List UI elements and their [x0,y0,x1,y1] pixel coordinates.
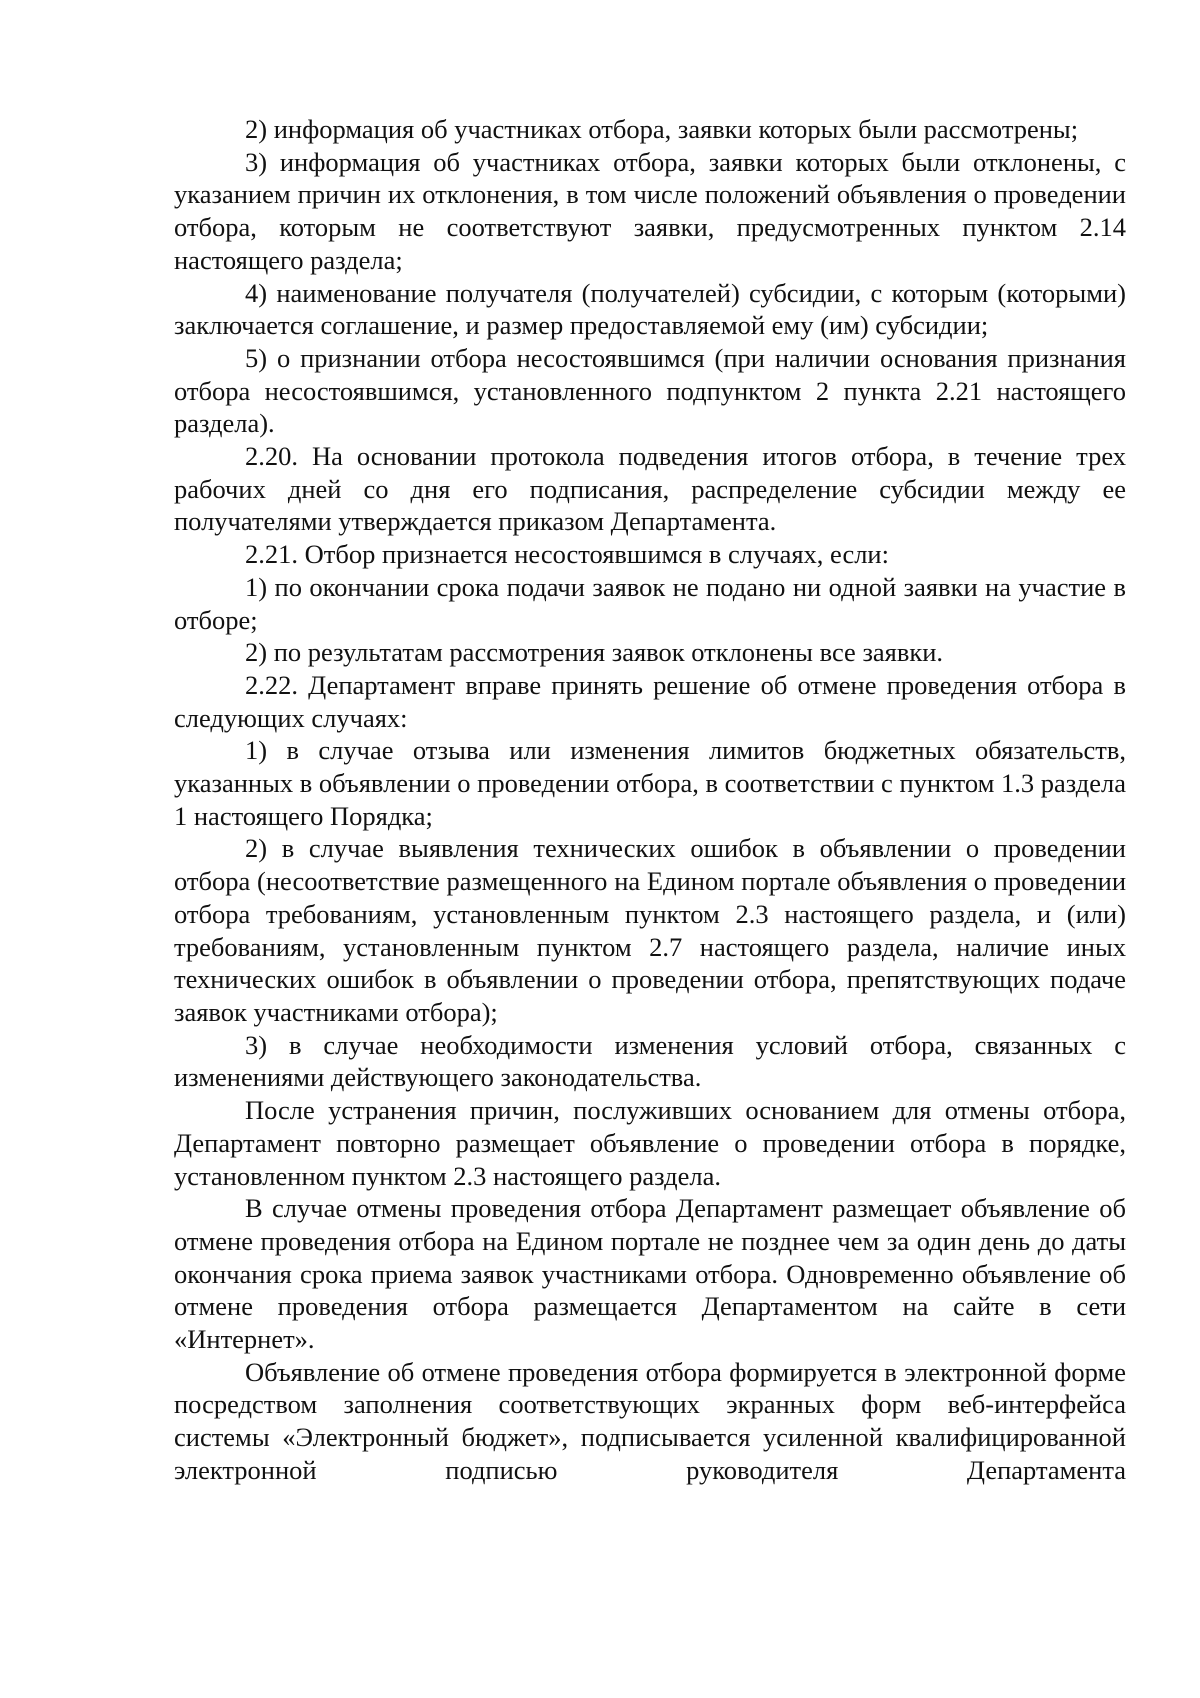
paragraph-clause-2-21-item-2: 2) по результатам рассмотрения заявок отклонены все заявки. [245,637,944,668]
paragraph-clause-2-22-item-3: 3) в случае необходимости изменения условий отбора, связанных с изменениями действующего законодательства. [174,1029,1126,1093]
paragraph-clause-2-22: 2.22. Департамент вправе принять решение об отмене проведения отбора в следующих случаях: [174,669,1126,733]
paragraph-clause-2-21-item-1: 1) по окончании срока подачи заявок не подано ни одной заявки на участие в отборе; [174,571,1126,635]
paragraph-item-3-rejected: 3) информация об участниках отбора, заявки которых были отклонены, с указанием причин их отклонения, в том числе положений объявления о проведении отбора, которым не соответствуют заявки, предусмотренных пунктом 2.14 настоящего раздела; [174,146,1126,275]
document-body [174,113,1126,1487]
paragraph-cancellation-form: Объявление об отмене проведения отбора формируется в электронной форме посредством заполнения соответствующих экранных форм веб-интерфейса системы «Электронный бюджет», подписывается усиленной квалифицированной электронной подписью руководителя Департамента [174,1356,1126,1485]
paragraph-clause-2-21: 2.21. Отбор признается несостоявшимся в случаях, если: [245,539,889,570]
paragraph-after-elimination: После устранения причин, послуживших основанием для отмены отбора, Департамент повторно размещает объявление о проведении отбора в порядке, установленном пунктом 2.3 настоящего раздела. [174,1095,1126,1191]
paragraph-item-4-recipient: 4) наименование получателя (получателей) субсидии, с которым (которыми) заключается соглашение, и размер предоставляемой ему (им) субсидии; [174,277,1126,341]
paragraph-item-5-failed: 5) о признании отбора несостоявшимся (при наличии основания признания отбора несостоявшимся, установленного подпунктом 2 пункта 2.21 настоящего раздела). [174,342,1126,439]
paragraph-clause-2-22-item-1: 1) в случае отзыва или изменения лимитов бюджетных обязательств, указанных в объявлении о проведении отбора, в соответствии с пунктом 1.3 раздела 1 настоящего Порядка; [174,735,1126,831]
paragraph-clause-2-20: 2.20. На основании протокола подведения итогов отбора, в течение трех рабочих дней со дня его подписания, распределение субсидии между ее получателями утверждается приказом Департамента. [174,441,1126,537]
paragraph-cancellation-notice: В случае отмены проведения отбора Департамент размещает объявление об отмене проведения отбора на Едином портале не позднее чем за один день до даты окончания срока приема заявок участниками отбора. Одновременно объявление об отмене проведения отбора размещается Департаментом на сайте в сети «Интернет». [174,1193,1126,1355]
paragraph-item-2-reviewed: 2) информация об участниках отбора, заявки которых были рассмотрены; [245,114,1079,144]
paragraph-clause-2-22-item-2: 2) в случае выявления технических ошибок в объявлении о проведении отбора (несоответствие размещенного на Едином портале объявления о проведении отбора требованиям, установленным пунктом 2.3 настоящего раздела, и (или) требованиям, установленным пунктом 2.7 настоящего раздела, наличие иных технических ошибок в объявлении о проведении отбора, препятствующих подаче заявок участниками отбора); [174,833,1126,1027]
